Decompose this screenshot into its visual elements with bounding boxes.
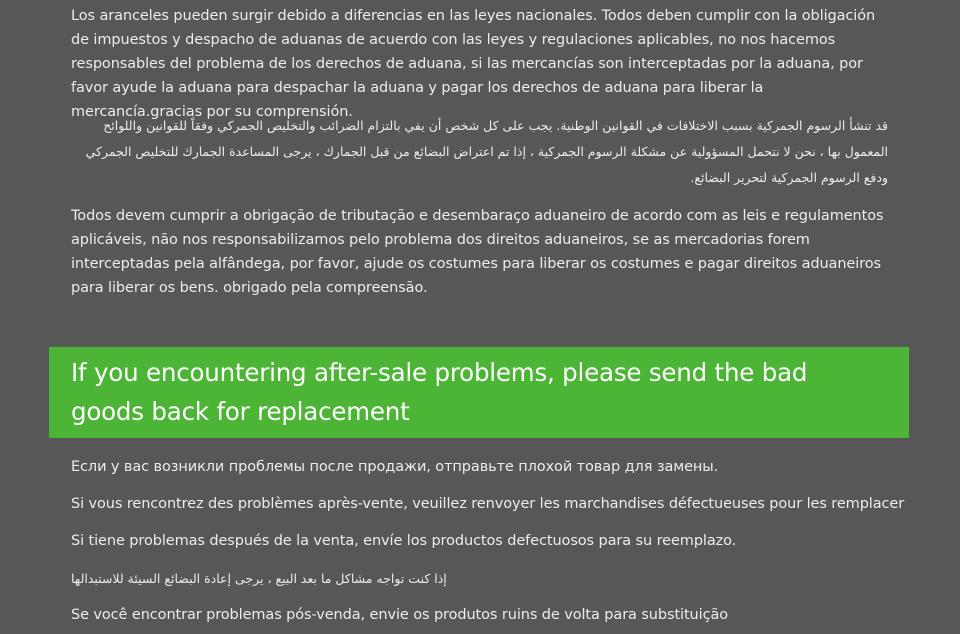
after-sale-russian: Если у вас возникли проблемы после продажи, отправьте плохой товар для замены. (71, 459, 719, 475)
after-sale-banner-text: If you encountering after-sale problems, please send the bad goods back for replacement (71, 358, 808, 426)
after-sale-banner (49, 347, 909, 438)
after-sale-portuguese: Se você encontrar problemas pós-venda, envie os produtos ruins de volta para substituição (71, 607, 728, 623)
after-sale-french: Si vous rencontrez des problèmes après-vente, veuillez renvoyer les marchandises défectueuses pour les remplacer (71, 496, 905, 512)
after-sale-spanish: Si tiene problemas después de la venta, envíe los productos defectuosos para su reemplazo. (71, 533, 737, 549)
after-sale-arabic: إذا كنت تواجه مشاكل ما بعد البيع ، يرجى إعادة البضائع السيئة للاستبدالها (71, 571, 447, 586)
customs-notice-spanish: Los aranceles pueden surgir debido a diferencias en las leyes nacionales. Todos deben cumplir con la obligación de impuestos y despacho de aduanas de acuerdo con las leyes y regulaciones aplicables, no nos hacemos responsables del problema de los derechos de aduana, si las mercancías son interceptadas por la aduana, por favor ayude la aduana para despachar la aduana y pagar los derechos de aduana para liberar la mercancía.gracias por su comprensión. (71, 8, 876, 120)
customs-notice-portuguese: Todos devem cumprir a obrigação de tributação e desembaraço aduaneiro de acordo com as leis e regulamentos aplicáveis, não nos responsabilizamos pelo problema dos direitos aduaneiros, se as mercadorias forem interceptadas pela alfândega, por favor, ajude os costumes para liberar os costumes e pagar direitos aduaneiros para liberar os bens. obrigado pela compreensão. (71, 208, 884, 296)
customs-notice-arabic: قد تنشأ الرسوم الجمركية بسبب الاختلافات في القوانين الوطنية. يجب على كل شخص أن يفي بالتزام الضرائب والتخليص الجمركي وفقاً للقوانين واللوائح المعمول بها ، نحن لا نتحمل المسؤولية عن مشكلة الرسوم الجمركية ، إذا تم اعتراض البضائع من قبل الجمارك ، يرجى المساعدة الجمارك للتخليص الجمركي ودفع الرسوم الجمركية لتحرير البضائع. (85, 118, 888, 185)
